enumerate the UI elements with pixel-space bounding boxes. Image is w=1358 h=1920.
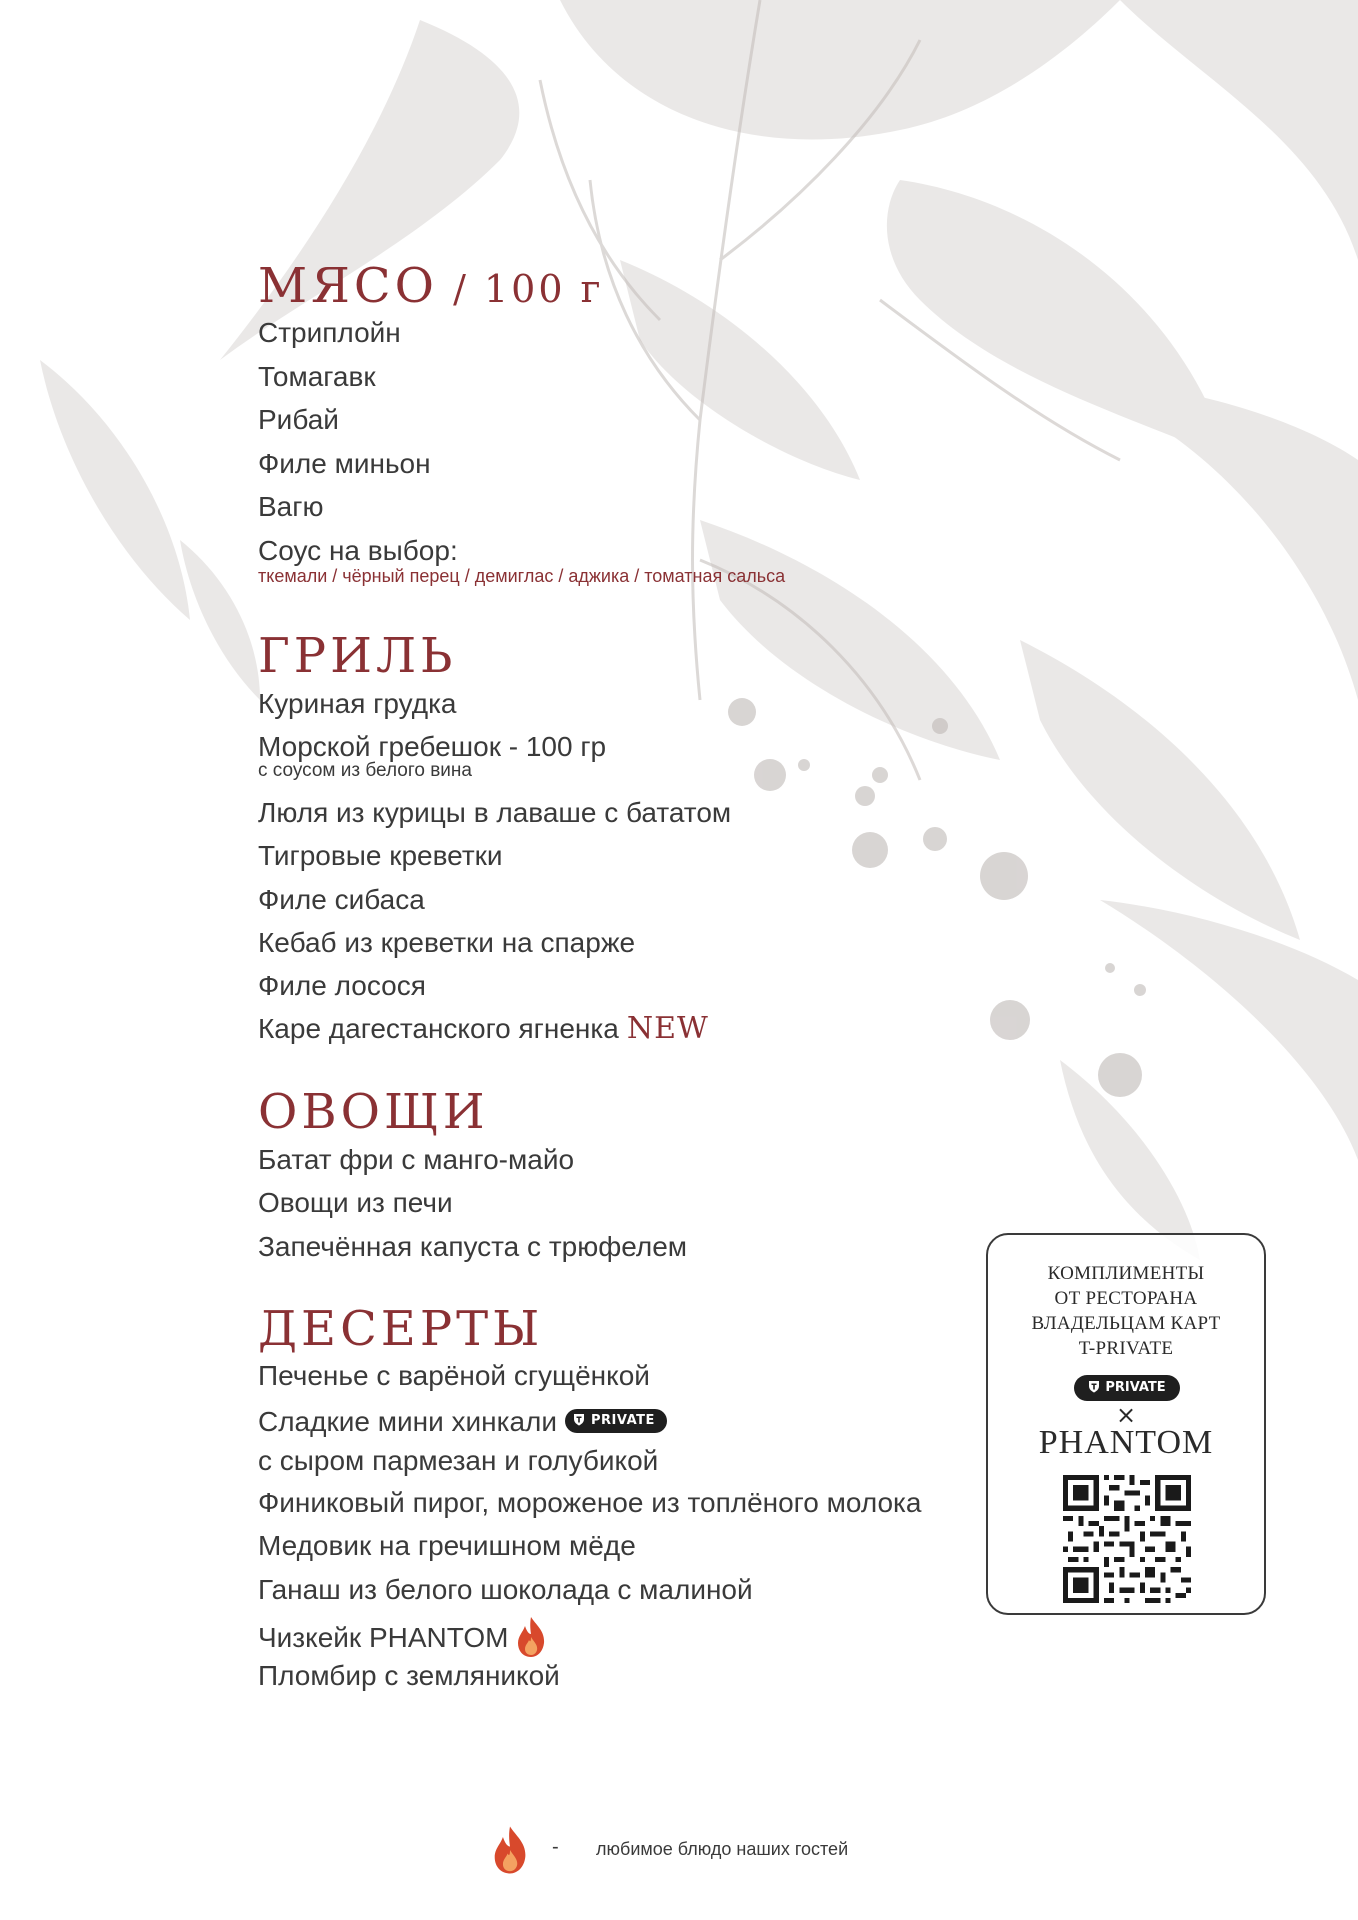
- legend: [490, 1820, 990, 1880]
- item-name: Батат фри с манго-майо: [258, 1144, 575, 1175]
- menu-item: [0, 925, 1000, 965]
- item-name: Ганаш из белого шоколада с малиной: [258, 1574, 753, 1605]
- item-name: Запечённая капуста с трюфелем: [258, 1231, 688, 1262]
- item-name: Куриная грудка: [258, 688, 457, 719]
- flame-icon: [514, 1615, 548, 1659]
- menu-item: [0, 1658, 1000, 1698]
- menu-item-continuation: [0, 1443, 1000, 1483]
- item-name: Кебаб из креветки на спарже: [258, 927, 636, 958]
- promo-line: ОТ РЕСТОРАНА: [1054, 1288, 1198, 1309]
- promo-line: КОМПЛИМЕНТЫ: [1047, 1263, 1205, 1284]
- item-name: Каре дагестанского ягненка: [258, 1013, 619, 1044]
- item-name: Финиковый пирог, мороженое из топлёного молока: [258, 1487, 922, 1518]
- private-badge: [565, 1409, 667, 1433]
- item-name: Морской гребешок - 100 гр: [258, 731, 607, 762]
- menu-item: [0, 1572, 1000, 1612]
- private-badge: [1074, 1375, 1180, 1401]
- shield-icon: [1088, 1380, 1100, 1393]
- menu-item: [0, 1229, 1000, 1269]
- item-name: Овощи из печи: [258, 1187, 453, 1218]
- item-name: Рибай: [258, 404, 339, 435]
- item-name: Пломбир с земляникой: [258, 1660, 560, 1691]
- menu-item: [0, 1485, 1000, 1525]
- menu-item: [0, 1142, 1000, 1182]
- menu-item: [0, 729, 1000, 769]
- item-note-scallop: с соусом из белого вина: [258, 760, 472, 781]
- item-name: Медовик на гречишном мёде: [258, 1530, 636, 1561]
- section-title-meat-unit: / 100 г: [438, 267, 604, 311]
- section-title-vegetables: ОВОЩИ: [258, 1084, 489, 1140]
- item-name: Тигровые креветки: [258, 840, 503, 871]
- item-name-with-badge: [258, 1404, 667, 1440]
- item-name: Томагавк: [258, 361, 376, 392]
- menu-item: [0, 968, 1000, 1008]
- menu-item: [0, 838, 1000, 878]
- cross-sign: ×: [1115, 1401, 1137, 1429]
- phantom-logo: PHANTOM: [1038, 1424, 1214, 1461]
- item-name: Филе миньон: [258, 448, 431, 479]
- new-tag: NEW: [626, 1011, 709, 1046]
- section-title-meat-text: МЯСО: [258, 258, 438, 314]
- item-name: Чизкейк PHANTOM: [258, 1622, 509, 1653]
- item-name: Печенье с варёной сгущёнкой: [258, 1360, 650, 1391]
- section-title-meat: [258, 258, 604, 314]
- promo-card: [986, 1233, 1266, 1615]
- menu-item: [0, 882, 1000, 922]
- legend-dash: -: [552, 1836, 559, 1858]
- menu-item: [0, 795, 1000, 835]
- flame-icon: [490, 1824, 530, 1876]
- menu-item: [0, 1358, 1000, 1398]
- item-name: Сладкие мини хинкали: [258, 1406, 558, 1437]
- item-name: Филе лосося: [258, 970, 426, 1001]
- item-name: Соус на выбор:: [258, 535, 458, 566]
- item-name: Вагю: [258, 491, 324, 522]
- menu-item: [0, 1528, 1000, 1568]
- item-name-with-icon: [258, 1615, 548, 1659]
- item-name: Филе сибаса: [258, 884, 425, 915]
- menu-item: [0, 1185, 1000, 1225]
- menu-item: [0, 1404, 1000, 1444]
- private-badge-label: PRIVATE: [1105, 1380, 1166, 1395]
- menu-item: [0, 315, 1000, 355]
- shield-icon: [573, 1413, 585, 1426]
- item-name: Люля из курицы в лаваше с бататом: [258, 797, 732, 828]
- menu-item: [0, 1011, 1000, 1051]
- section-title-grill: ГРИЛЬ: [258, 628, 457, 684]
- menu-item: [0, 1615, 1000, 1655]
- menu-item: [0, 446, 1000, 486]
- menu-item: [0, 402, 1000, 442]
- item-name-line2: с сыром пармезан и голубикой: [258, 1445, 659, 1476]
- menu-item: [0, 359, 1000, 399]
- section-title-desserts: ДЕСЕРТЫ: [258, 1301, 544, 1357]
- promo-line: ВЛАДЕЛЬЦАМ КАРТ: [1031, 1313, 1221, 1334]
- item-name: Стриплойн: [258, 317, 401, 348]
- legend-text: любимое блюдо наших гостей: [596, 1839, 849, 1859]
- item-note-sauces: ткемали / чёрный перец / демиглас / аджика / томатная сальса: [258, 566, 786, 586]
- menu-item: [0, 489, 1000, 529]
- qr-code-icon[interactable]: [1063, 1475, 1191, 1603]
- menu-item: [0, 686, 1000, 726]
- item-name-with-tag: [258, 1011, 709, 1047]
- promo-text: [988, 1261, 1264, 1361]
- promo-line: T-PRIVATE: [1078, 1338, 1174, 1359]
- private-badge-label: PRIVATE: [591, 1412, 655, 1428]
